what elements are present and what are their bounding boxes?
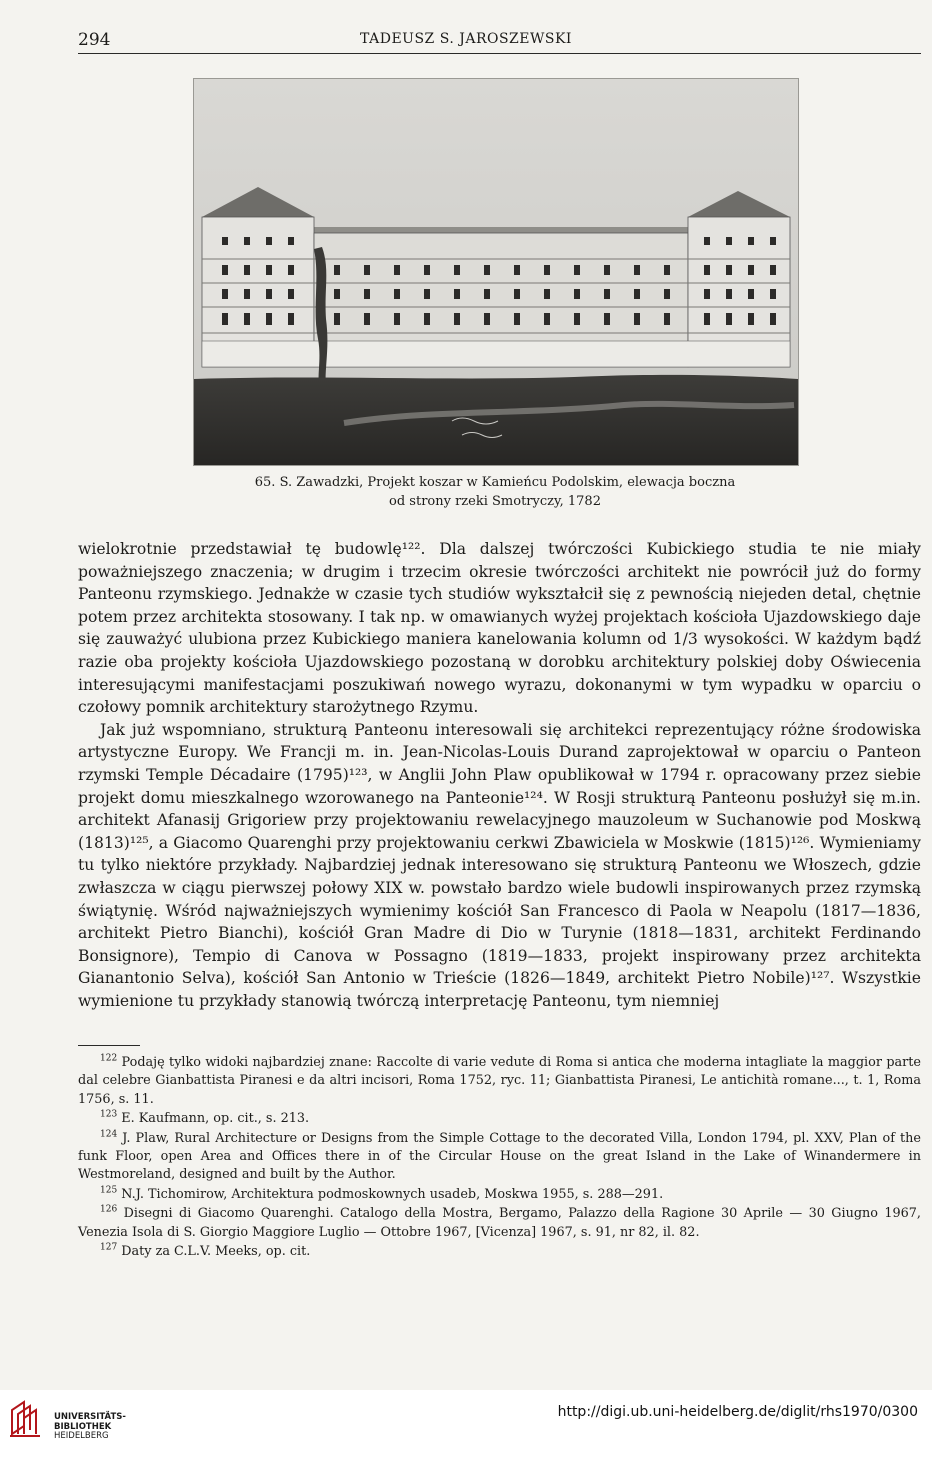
source-url[interactable]: http://digi.ub.uni-heidelberg.de/diglit/rhs1970/0300 — [557, 1404, 918, 1420]
footnote-127: $^{127}$ Daty za C.L.V. Meeks, op. cit. — [100, 1242, 311, 1260]
paragraph-1: wielokrotnie przedstawiał tę budowlę¹²². Dla dalszej twórczości Kubickiego studia te nie miały poważniejszego znaczenia; w drugim i trzecim okresie twórczości architekt nie powrócił już do formy Panteonu rzymskiego. Jednakże w czasie tych studiów wykształcił się z pewnością niejeden detal, chętnie potem przez architekta stosowany. I tak np. w omawianych wyżej projektach kościoła Ujazdowskiego daje się zauważyć ulubiona przez Kubickiego maniera kanelowania kolumn od 1/3 wysokości. W każdym bądź razie oba projekty kościoła Ujazdowskiego pozostaną w dorobku architektury polskiej doby Oświecenia interesującymi manifestacjami poszukiwań nowego wyrazu, dokonanymi w tym wypadku w oparciu o czołowy pomnik architektury starożytnego Rzymu. — [78, 540, 921, 717]
footnote-122: $^{122}$ Podaję tylko widoki najbardziej znane: Raccolte di varie vedute di Roma si antica che moderna intagliate la maggior parte dal celebre Gianbattista Piranesi e da altri incisori, Roma 1752, ryc. 11; Gianbattista Piranesi, Le antichità romane..., t. 1, Roma 1756, s. 11. — [78, 1053, 921, 1107]
river-bank — [194, 375, 798, 465]
footnote-rule — [78, 1045, 140, 1046]
footer-bar — [0, 1390, 932, 1461]
footnote-124: $^{124}$ J. Plaw, Rural Architecture or Designs from the Simple Cottage to the decorated Villa, London 1794, pl. XXV, Plan of the funk Floor, open Area and Offices there in of the Circular House on the great Island in the Lake of Winandermere in Westmoreland, designed and built by the Author. — [78, 1129, 922, 1183]
running-head: TADEUSZ S. JAROSZEWSKI — [360, 31, 572, 47]
footnote-126: $^{126}$ Disegni di Giacomo Quarenghi. Catalogo della Mostra, Bergamo, Palazzo della Ragione 30 Aprile — 30 Giugno 1967, Venezia Isola di S. Giorgio Maggiore Luglio — Ottobre 1967, [Vicenza] 1967, s. 91, nr 82, il. 82. — [78, 1204, 921, 1240]
page-number: 294 — [78, 30, 111, 50]
library-logo-icon — [8, 1398, 48, 1438]
barracks-engraving — [194, 79, 798, 465]
footnotes — [78, 1054, 921, 1262]
footnote-125: $^{125}$ N.J. Tichomirow, Architektura podmoskownych usadeb, Moskwa 1955, s. 288—291. — [100, 1185, 664, 1202]
library-name: UNIVERSITÄTS- BIBLIOTHEK HEIDELBERG — [54, 1412, 126, 1442]
figure-caption — [160, 473, 830, 511]
body-text — [78, 538, 921, 1012]
caption-line-2: od strony rzeki Smotryczy, 1782 — [389, 494, 601, 509]
figure-barracks-elevation — [193, 78, 799, 466]
header-rule — [78, 53, 921, 54]
footnote-123: $^{123}$ E. Kaufmann, op. cit., s. 213. — [100, 1109, 310, 1127]
caption-line-1: 65. S. Zawadzki, Projekt koszar w Kamieńcu Podolskim, elewacja boczna — [254, 475, 736, 490]
paragraph-2: Jak już wspomniano, strukturą Panteonu interesowali się architekci reprezentujący różne środowiska artystyczne Europy. We Francji m. in. Jean-Nicolas-Louis Durand zaprojektował w oparciu o Panteon rzymski Temple Décadaire (1795)¹²³, w Anglii John Plaw opublikował w 1794 r. opracowany przez siebie projekt domu mieszkalnego wzorowanego na Panteonie¹²⁴. W Rosji strukturą Panteonu posłużył się m.in. architekt Afanasij Grigoriew przy projektowaniu rewelacyjnego mauzoleum w Suchanowie pod Moskwą (1813)¹²⁵, a Giacomo Quarenghi przy projektowaniu cerkwi Zbawiciela w Moskwie (1815)¹²⁶. Wymieniamy tu tylko niektóre przykłady. Najbardziej jednak interesowano się strukturą Panteonu we Włoszech, gdzie zwłaszcza w ciągu pierwszej połowy XIX w. powstało bardzo wiele budowli inspirowanych przez rzymską świątynię. Wśród najważniejszych wymienimy kościół San Francesco di Paola w Neapolu (1817—1836, architekt Pietro Bianchi), kościół Gran Madre di Dio w Turynie (1818—1831, architekt Ferdinando Bonsignore), Tempio di Canova w Possagno (1819—1833, projekt inspirowany przez architekta Gianantonio Selva), kościół San Antonio w Trieście (1826—1849, architekt Pietro Nobile)¹²⁷. Wszystkie wymienione tu przykłady stanowią twórczą interpretację Panteonu, tym niemniej — [78, 720, 921, 1010]
